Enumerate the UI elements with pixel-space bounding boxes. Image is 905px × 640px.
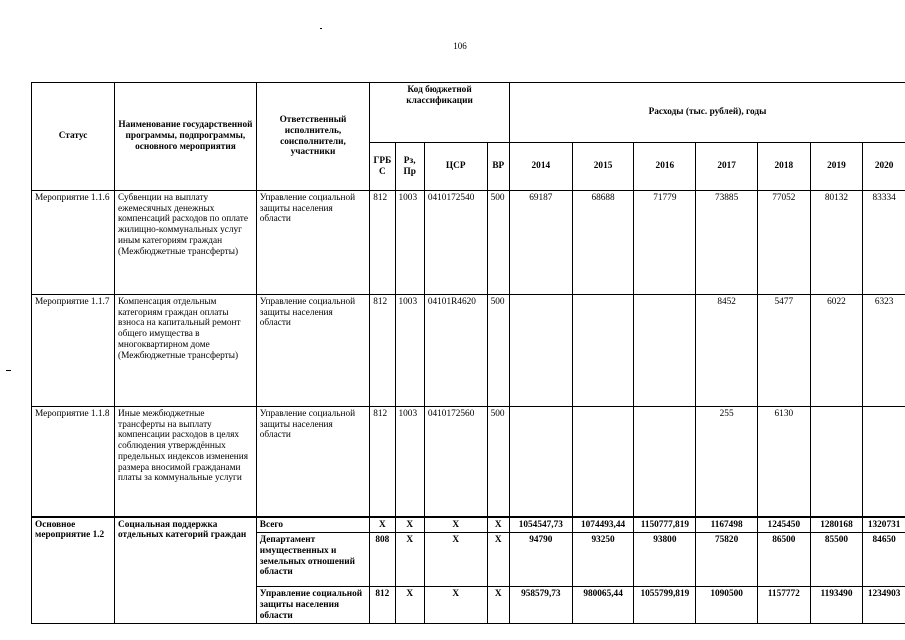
value-cell: 1234903 xyxy=(863,587,905,624)
header-year: 2014 xyxy=(509,143,572,191)
value-cell: 1193490 xyxy=(810,587,863,624)
value-cell: 1090500 xyxy=(696,587,758,624)
value-cell: 6022 xyxy=(810,295,863,407)
table-row xyxy=(32,407,905,517)
status-cell: Основное мероприятие 1.2 xyxy=(32,517,115,624)
vr-cell: 500 xyxy=(487,407,509,517)
csr-cell: X xyxy=(424,533,487,587)
status-cell: Мероприятие 1.1.8 xyxy=(32,407,115,517)
value-cell: 6323 xyxy=(863,295,905,407)
value-cell: 93250 xyxy=(572,533,634,587)
vr-cell: X xyxy=(487,517,509,533)
value-cell: 6130 xyxy=(758,407,811,517)
value-cell: 71779 xyxy=(634,191,696,295)
responsible-cell: Управление социальной защиты населения области xyxy=(256,295,369,407)
csr-cell: 0410172540 xyxy=(424,191,487,295)
value-cell: 80132 xyxy=(810,191,863,295)
value-cell: 980065,44 xyxy=(572,587,634,624)
header-year: 2019 xyxy=(810,143,863,191)
value-cell: 83334 xyxy=(863,191,905,295)
rzpr-cell: X xyxy=(395,517,424,533)
grbs-cell: X xyxy=(370,517,395,533)
budget-table xyxy=(31,82,905,624)
value-cell xyxy=(509,295,572,407)
rzpr-cell: 1003 xyxy=(395,191,424,295)
table-row xyxy=(32,295,905,407)
value-cell: 86500 xyxy=(758,533,811,587)
status-cell: Мероприятие 1.1.7 xyxy=(32,295,115,407)
value-cell: 8452 xyxy=(696,295,758,407)
header-rzpr: Рз, Пр xyxy=(395,143,424,191)
table-row xyxy=(32,191,905,295)
value-cell xyxy=(572,407,634,517)
vr-cell: X xyxy=(487,533,509,587)
value-cell: 1150777,819 xyxy=(634,517,696,533)
header-expenses: Расходы (тыс. рублей), годы xyxy=(509,83,905,143)
page-number: 106 xyxy=(453,41,467,51)
responsible-cell: Департамент имущественных и земельных отношений области xyxy=(256,533,369,587)
grbs-cell: 808 xyxy=(370,533,395,587)
value-cell: 93800 xyxy=(634,533,696,587)
rzpr-cell: 1003 xyxy=(395,407,424,517)
value-cell: 1157772 xyxy=(758,587,811,624)
value-cell: 69187 xyxy=(509,191,572,295)
header-row-top xyxy=(32,83,905,143)
value-cell: 1320731 xyxy=(863,517,905,533)
rzpr-cell: X xyxy=(395,533,424,587)
value-cell xyxy=(810,407,863,517)
header-grbs: ГРБ С xyxy=(370,143,395,191)
csr-cell: 04101R4620 xyxy=(424,295,487,407)
value-cell: 1074493,44 xyxy=(572,517,634,533)
csr-cell: 0410172560 xyxy=(424,407,487,517)
value-cell: 75820 xyxy=(696,533,758,587)
header-status: Статус xyxy=(32,83,115,191)
value-cell: 84650 xyxy=(863,533,905,587)
responsible-cell: Управление социальной защиты населения области xyxy=(256,191,369,295)
value-cell: 1055799,819 xyxy=(634,587,696,624)
grbs-cell: 812 xyxy=(370,295,395,407)
header-name: Наименование государственной программы, подпрограммы, основного мероприятия xyxy=(115,83,257,191)
header-year: 2018 xyxy=(758,143,811,191)
csr-cell: X xyxy=(424,587,487,624)
grbs-cell: 812 xyxy=(370,587,395,624)
name-cell: Иные межбюджетные трансферты на выплату компенсации расходов в целях соблюдения утверждённых предельных индексов изменения размера вносимой гражданами платы за коммунальные услуги xyxy=(115,407,257,517)
grbs-cell: 812 xyxy=(370,407,395,517)
value-cell xyxy=(634,295,696,407)
name-cell: Субвенции на выплату ежемесячных денежных компенсаций расходов по оплате жилищно-коммунальных услуг иным категориям граждан (Межбюджетные трансферты) xyxy=(115,191,257,295)
rzpr-cell: X xyxy=(395,587,424,624)
header-year: 2017 xyxy=(696,143,758,191)
csr-cell: X xyxy=(424,517,487,533)
header-responsible: Ответственный исполнитель, соисполнители, участники xyxy=(256,83,369,191)
value-cell: 85500 xyxy=(810,533,863,587)
header-vr: ВР xyxy=(487,143,509,191)
value-cell: 1054547,73 xyxy=(509,517,572,533)
value-cell: 958579,73 xyxy=(509,587,572,624)
header-year: 2015 xyxy=(572,143,634,191)
value-cell: 94790 xyxy=(509,533,572,587)
value-cell xyxy=(572,295,634,407)
status-cell: Мероприятие 1.1.6 xyxy=(32,191,115,295)
value-cell: 1280168 xyxy=(810,517,863,533)
responsible-cell: Всего xyxy=(256,517,369,533)
scan-speck xyxy=(320,28,322,29)
value-cell: 1167498 xyxy=(696,517,758,533)
responsible-cell: Управление социальной защиты населения области xyxy=(256,407,369,517)
table-row xyxy=(32,517,905,533)
value-cell: 77052 xyxy=(758,191,811,295)
header-year: 2016 xyxy=(634,143,696,191)
value-cell: 255 xyxy=(696,407,758,517)
value-cell: 1245450 xyxy=(758,517,811,533)
value-cell: 68688 xyxy=(572,191,634,295)
rzpr-cell: 1003 xyxy=(395,295,424,407)
value-cell: 5477 xyxy=(758,295,811,407)
value-cell xyxy=(634,407,696,517)
header-year: 2020 xyxy=(863,143,905,191)
responsible-cell: Управление социальной защиты населения области xyxy=(256,587,369,624)
value-cell xyxy=(509,407,572,517)
scan-speck xyxy=(6,370,11,371)
vr-cell: 500 xyxy=(487,295,509,407)
name-cell: Компенсация отдельным категориям граждан оплаты взноса на капитальный ремонт общего имущества в многоквартирном доме (Межбюджетные трансферты) xyxy=(115,295,257,407)
name-cell: Социальная поддержка отдельных категорий граждан xyxy=(115,517,257,624)
grbs-cell: 812 xyxy=(370,191,395,295)
vr-cell: X xyxy=(487,587,509,624)
vr-cell: 500 xyxy=(487,191,509,295)
header-csr: ЦСР xyxy=(424,143,487,191)
value-cell xyxy=(863,407,905,517)
header-budget-code: Код бюджетной классификации xyxy=(370,83,510,143)
value-cell: 73885 xyxy=(696,191,758,295)
